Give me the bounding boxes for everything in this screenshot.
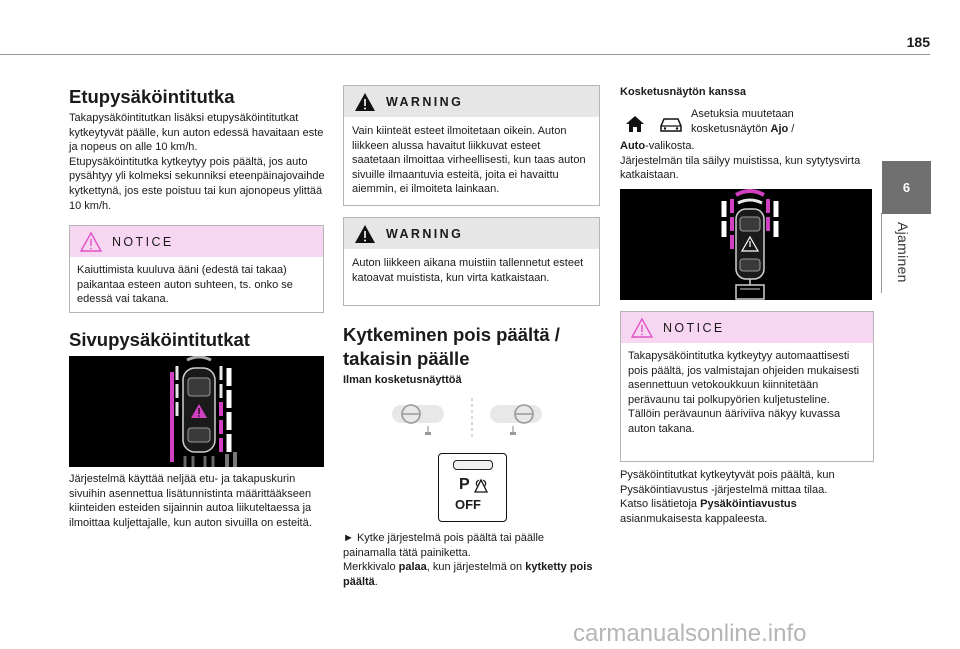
section-title-front-radar: Etupysäköintitutka (69, 86, 235, 107)
notice-label: NOTICE (663, 320, 725, 335)
subtitle-touchscreen: Kosketusnäytön kanssa (620, 86, 746, 98)
park-assist-text-b: Pysäköintiavustus (700, 498, 797, 511)
park-assist-off-button[interactable] (438, 453, 507, 522)
auto-menu-suffix: -valikosta. (645, 140, 695, 152)
touchscreen-text-a: Asetuksia muutetaan kosketusnäytön (691, 108, 794, 135)
switch-instruction (343, 531, 600, 589)
front-radar-text: Takapysäköintitutkan lisäksi etupysäköintitutkat kytkeytyvät päälle, kun auton edessä havaitaan este ja nopeus on alle 10 km/h. Etupysäköintitutka kytkeytyy pois päältä, jos auto pysähtyy yli kolmeksi sekunniksi eteenpäinajovaihde kytkettynä, jos este poistuu tai kun ajonopeus ylittää 10 km/h. (69, 112, 325, 212)
auto-menu-label: Auto (620, 140, 646, 152)
watermark: carmanualsonline.info (573, 620, 807, 647)
header-divider (0, 54, 930, 55)
touchscreen-text-b: Ajo (770, 122, 789, 135)
park-assist-text (620, 468, 872, 526)
notice-label: NOTICE (112, 234, 174, 249)
section-title-side-radar: Sivupysäköintitutkat (69, 329, 250, 350)
indicator-text (343, 560, 600, 589)
button-p-letter: P (459, 476, 470, 493)
chapter-divider (881, 213, 882, 293)
section-title-switch: Kytkeminen pois päältä / takaisin päälle (343, 324, 560, 369)
notice-text: Kaiuttimista kuuluva ääni (edestä tai takaa) paikantaa esteen auton suhteen, ts. onko se edessä vai takana. (77, 264, 293, 306)
touchscreen-text (620, 139, 865, 183)
car-settings-icon (657, 114, 685, 134)
warning-triangle-icon (344, 91, 386, 113)
page-number: 185 (906, 34, 930, 50)
warning-box-2 (343, 217, 600, 306)
warning-text: Vain kiinteät esteet ilmoitetaan oikein. Auton liikkeen alussa havaitut liikkuvat esteet saatetaan ilmoittaa virheellisesti, kun taas auton sivuille ilmaantuvia esteitä, joita ei havaittu aiemmin, ei ilmoiteta lainkaan. (352, 125, 586, 196)
warning-triangle-icon (344, 223, 386, 245)
indicator-text-c: , kun järjestelmä on (426, 561, 526, 574)
memory-text: Järjestelmän tila säilyy muistissa, kun sytytysvirta katkaistaan. (620, 154, 861, 182)
warning-header (344, 218, 599, 249)
notice-header (70, 226, 323, 257)
warning-triangle-icon (621, 317, 663, 339)
warning-header (344, 86, 599, 117)
subtitle-no-touchscreen: Ilman kosketusnäyttöä (343, 374, 462, 386)
warning-box-1 (343, 85, 600, 206)
indicator-text-e: . (374, 575, 378, 588)
indicator-text-d: kytketty pois päältä (343, 561, 593, 588)
bullet-text: ► Kytke järjestelmä pois päältä tai päälle painamalla tätä painiketta. (343, 532, 545, 559)
notice-header (621, 312, 873, 343)
chapter-tab[interactable]: 6 (882, 161, 931, 214)
button-off-label: OFF (455, 497, 481, 512)
touchscreen-icon-text (691, 107, 821, 136)
home-icon (624, 114, 646, 134)
notice-text: Takapysäköintitutka kytkeytyy automaattisesti pois päältä, jos valmistajan ohjeiden mukaisesti asennettuun vetokoukkuun kiinnitetään perävaunu tai polkupyörien kuljetusteline. Tällöin perävaunun ääriviiva näkyy kuvassa auton takana. (628, 350, 860, 435)
touchscreen-text-c: / (788, 122, 795, 135)
indicator-text-a: Merkkivalo (343, 561, 399, 574)
warning-label: WARNING (386, 226, 464, 241)
park-assist-text-c: asianmukaisesta kappaleesta. (620, 512, 768, 525)
indicator-light (453, 460, 493, 470)
warning-text: Auton liikkeen aikana muistiin tallennetut esteet katoavat muistista, kun virta katkaistaan. (352, 257, 584, 284)
notice-box-1 (69, 225, 324, 313)
chapter-title: Ajaminen (895, 222, 911, 283)
park-assist-text-a: Pysäköintitutkat kytkeytyvät pois päältä, kun Pysäköintiavustus -järjestelmä mittaa tilaa. Katso lisätietoja (620, 469, 835, 511)
rear-sensor-illustration (620, 189, 872, 300)
side-sensor-illustration (69, 356, 324, 467)
steering-wheel-position-icons (384, 396, 554, 442)
side-radar-text: Järjestelmä käyttää neljää etu- ja takapuskurin sivuihin asennettua lisätunnistinta määrittääkseen kiinteiden esteiden sijainnin autoa liikuteltaessa ja ilmoittaa kuljettajalle, kun auton sivuilla on esteitä. (69, 473, 312, 529)
notice-box-2 (620, 311, 874, 462)
warning-triangle-icon (70, 231, 112, 253)
sensor-waves-icon (473, 478, 489, 494)
warning-label: WARNING (386, 94, 464, 109)
indicator-text-b: palaa (398, 561, 427, 574)
